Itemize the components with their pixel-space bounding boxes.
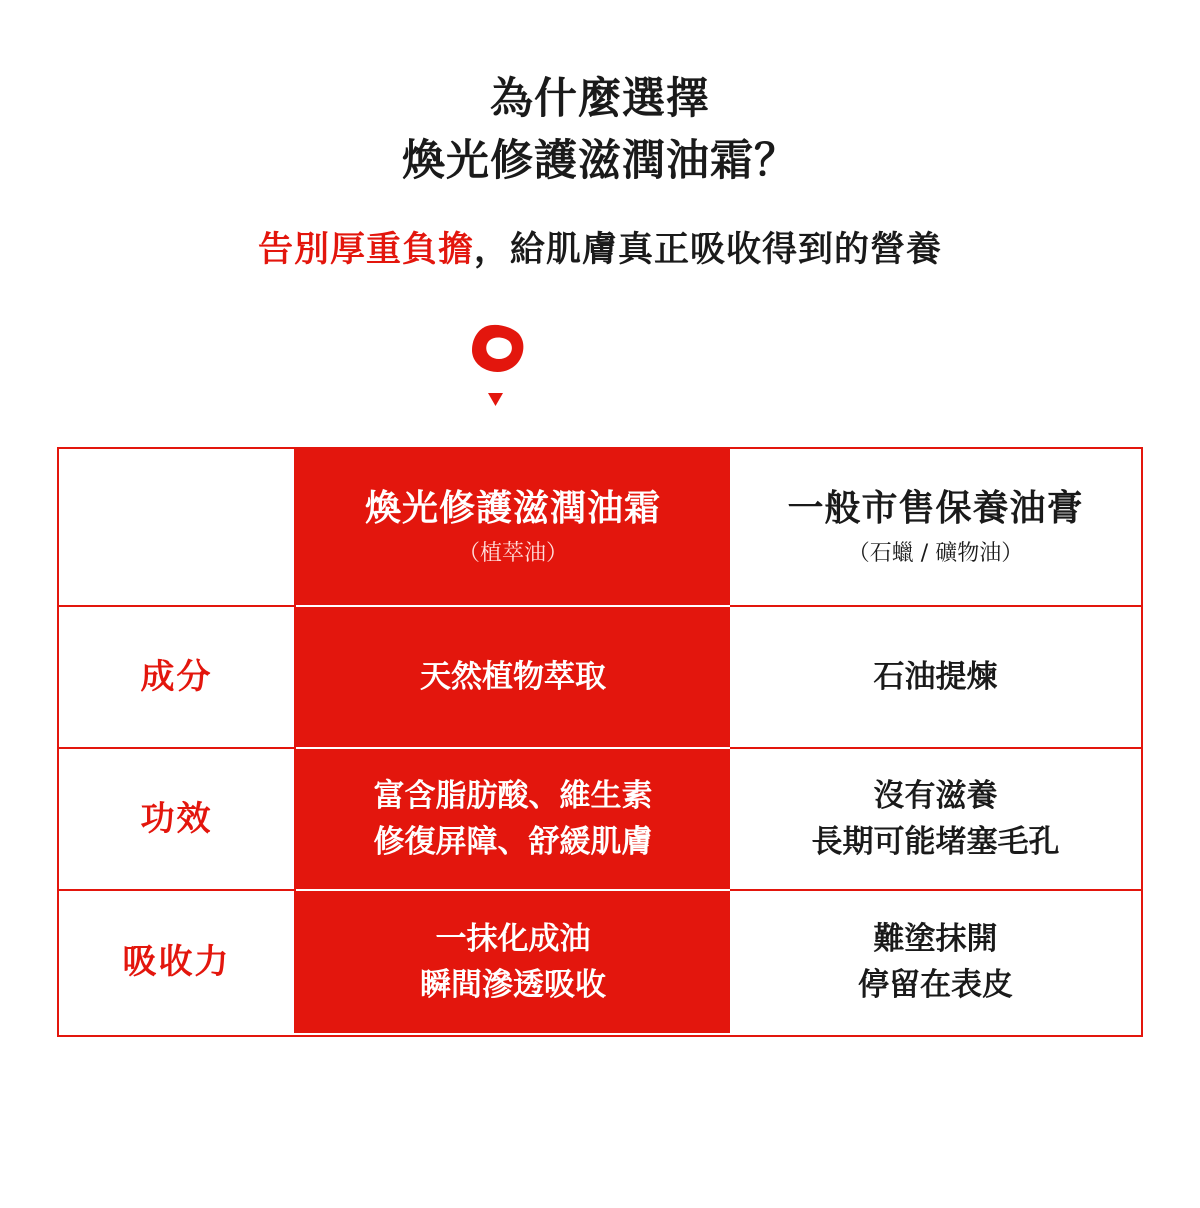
brand-logo	[470, 322, 526, 412]
other-efficacy-line2: 長期可能堵塞毛孔	[811, 824, 1060, 860]
column-header-product-sub: （植萃油）	[457, 541, 568, 566]
product-absorption-line1: 一抹化成油	[435, 921, 591, 957]
page-title-line1: 為什麼選擇	[490, 74, 710, 124]
other-absorption-line1: 難塗抹開	[873, 921, 998, 957]
subtitle-rest: ，給肌膚真正吸收得到的營養	[474, 230, 943, 270]
column-header-other	[730, 449, 1141, 607]
product-efficacy-line1: 富含脂肪酸、維生素	[373, 778, 653, 814]
column-header-product-name: 煥光修護滋潤油霜	[364, 488, 661, 529]
product-ingredients-cell	[296, 607, 730, 749]
product-efficacy-cell	[296, 749, 730, 891]
brand-logo-icon	[470, 322, 526, 412]
other-efficacy-line1: 沒有滋養	[873, 778, 998, 814]
product-absorption-cell	[296, 891, 730, 1033]
other-absorption-cell	[730, 891, 1141, 1033]
column-header-product	[296, 449, 730, 607]
comparison-table	[57, 447, 1143, 1037]
column-header-other-sub: （石蠟 / 礦物油）	[847, 541, 1024, 566]
other-ingredients-cell	[730, 607, 1141, 749]
row-label-absorption: 吸收力	[59, 891, 296, 1033]
product-ingredients-text: 天然植物萃取	[420, 659, 606, 695]
other-ingredients-text: 石油提煉	[873, 659, 998, 695]
row-label-ingredients: 成分	[59, 607, 296, 749]
column-header-other-name: 一般市售保養油膏	[787, 488, 1084, 529]
other-absorption-line2: 停留在表皮	[858, 967, 1013, 1003]
page-subtitle	[0, 224, 1200, 276]
row-label-efficacy: 功效	[59, 749, 296, 891]
table-corner-cell	[59, 449, 296, 607]
subtitle-highlight: 告別厚重負擔	[257, 230, 474, 270]
product-absorption-line2: 瞬間滲透吸收	[420, 967, 606, 1003]
product-efficacy-line2: 修復屏障、舒緩肌膚	[373, 824, 653, 860]
other-efficacy-cell	[730, 749, 1141, 891]
down-triangle-icon	[488, 393, 503, 406]
page-title-line2: 煥光修護滋潤油霜？	[402, 136, 798, 186]
